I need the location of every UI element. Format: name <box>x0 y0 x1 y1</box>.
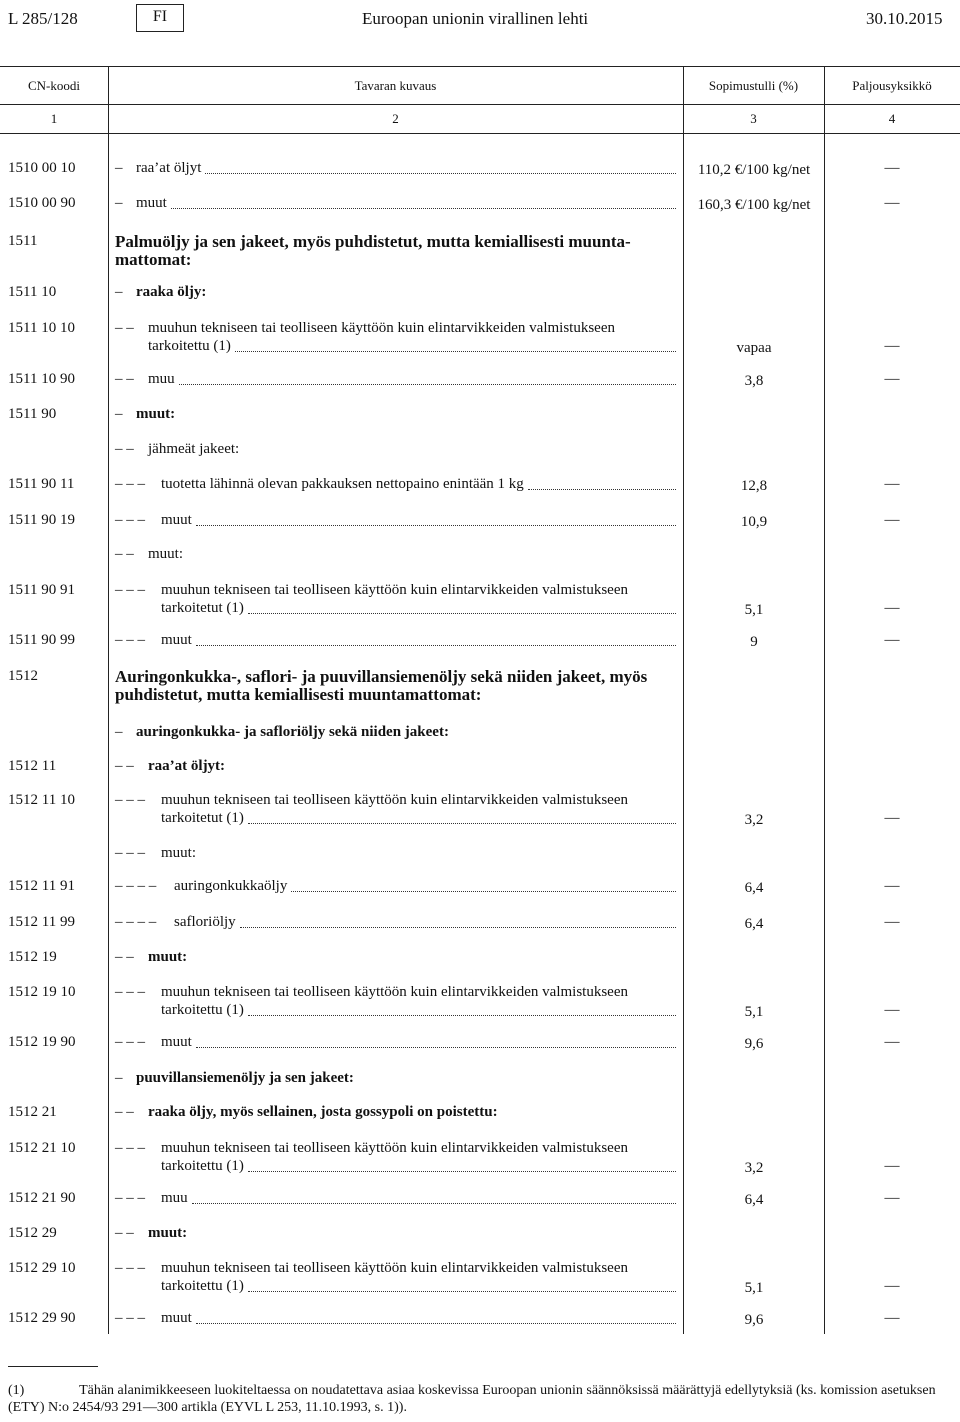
table-header-rule <box>0 104 960 105</box>
cn-code: 1511 90 <box>8 406 57 422</box>
leader-dots <box>240 914 676 928</box>
cn-code: 1511 10 <box>8 284 57 300</box>
indent-dashes: – – <box>115 371 134 387</box>
column-number: 4 <box>888 111 896 126</box>
page-reference: L 285/128 <box>8 9 78 28</box>
indent-dashes: – – <box>115 441 134 457</box>
conventional-duty-rate: 9,6 <box>744 1036 764 1052</box>
cn-code: 1511 90 11 <box>8 476 75 492</box>
cn-code: 1511 90 19 <box>8 512 75 528</box>
cn-code: 1511 10 10 <box>8 320 75 336</box>
description-text: muut <box>161 632 192 648</box>
leader-dots <box>248 1002 676 1016</box>
cn-code: 1512 19 10 <box>8 984 76 1000</box>
supplementary-unit: — <box>884 1310 900 1326</box>
indent-dashes: – – – – <box>115 878 157 894</box>
indent-dashes: – – <box>115 320 134 336</box>
description-text: auringonkukka- ja safloriöljy sekä niiden jakeet: <box>136 724 449 740</box>
description-text-continued: tarkoitettu (1) <box>148 338 231 354</box>
description-text: raa’at öljyt <box>136 160 202 176</box>
supplementary-unit: — <box>884 810 900 826</box>
supplementary-unit: — <box>884 512 900 528</box>
cn-code: 1510 00 10 <box>8 160 76 176</box>
conventional-duty-rate: 3,8 <box>744 373 764 389</box>
description-text: muuhun tekniseen tai teolliseen käyttöön kuin elintarvikkeiden valmistukseen <box>161 1260 628 1276</box>
column-number: 1 <box>50 111 58 126</box>
cn-code: 1512 29 <box>8 1225 57 1241</box>
indent-dashes: – <box>115 195 123 211</box>
leader-dots <box>248 1278 676 1292</box>
indent-dashes: – – – <box>115 984 145 1000</box>
description-text-continued: mattomat: <box>115 250 192 269</box>
description-text-continued: tarkoitetut (1) <box>161 810 244 826</box>
cn-code: 1511 10 90 <box>8 371 75 387</box>
indent-dashes: – – – <box>115 1310 145 1326</box>
column-divider-1 <box>108 66 109 1334</box>
indent-dashes: – – – <box>115 582 145 598</box>
indent-dashes: – – – <box>115 845 145 861</box>
column-divider-2 <box>683 66 684 1334</box>
cn-code: 1511 90 99 <box>8 632 75 648</box>
language-box: FI <box>136 4 184 32</box>
description-text-continued: tarkoitettu (1) <box>161 1278 244 1294</box>
description-text: puuvillansiemenöljy ja sen jakeet: <box>136 1070 354 1086</box>
indent-dashes: – – <box>115 1104 134 1120</box>
indent-dashes: – – <box>115 949 134 965</box>
conventional-duty-rate: 9,6 <box>744 1312 764 1328</box>
description-text: muuhun tekniseen tai teolliseen käyttöön kuin elintarvikkeiden valmistukseen <box>161 984 628 1000</box>
leader-dots <box>235 338 676 352</box>
indent-dashes: – – – <box>115 632 145 648</box>
leader-dots <box>248 1158 676 1172</box>
conventional-duty-rate: 160,3 €/100 kg/net <box>697 197 811 213</box>
cn-code: 1512 21 <box>8 1104 57 1120</box>
description-text: muut: <box>161 845 197 861</box>
supplementary-unit: — <box>884 878 900 894</box>
indent-dashes: – – – <box>115 1260 145 1276</box>
description-text: raaka öljy: <box>136 284 207 300</box>
supplementary-unit: — <box>884 632 900 648</box>
cn-code: 1512 21 90 <box>8 1190 76 1206</box>
column-number: 3 <box>750 111 757 126</box>
indent-dashes: – – – – <box>115 914 157 930</box>
description-text-continued: tarkoitetut (1) <box>161 600 244 616</box>
description-text: safloriöljy <box>174 914 236 930</box>
indent-dashes: – – <box>115 758 134 774</box>
indent-dashes: – <box>115 1070 123 1086</box>
description-text: muuhun tekniseen tai teolliseen käyttöön kuin elintarvikkeiden valmistukseen <box>161 792 628 808</box>
indent-dashes: – – – <box>115 1140 145 1156</box>
supplementary-unit: — <box>884 338 900 354</box>
column-header-description: Tavaran kuvaus <box>354 78 437 93</box>
description-text: auringonkukkaöljy <box>174 878 288 894</box>
leader-dots <box>196 632 676 646</box>
supplementary-unit: — <box>884 195 900 211</box>
description-text: muut: <box>136 406 176 422</box>
leader-dots <box>528 476 676 490</box>
footnote-rule <box>8 1366 98 1367</box>
description-text: tuotetta lähinnä olevan pakkauksen nettopaino enintään 1 kg <box>161 476 524 492</box>
journal-title: Euroopan unionin virallinen lehti <box>362 9 589 28</box>
description-text: muut: <box>148 546 184 562</box>
description-text-continued: puhdistetut, mutta kemiallisesti muuntamattomat: <box>115 685 482 704</box>
indent-dashes: – – – <box>115 476 145 492</box>
conventional-duty-rate: 5,1 <box>744 602 764 618</box>
column-header-unit: Paljousyksikkö <box>852 78 932 93</box>
conventional-duty-rate: 3,2 <box>744 812 764 828</box>
supplementary-unit: — <box>884 160 900 176</box>
indent-dashes: – – – <box>115 1034 145 1050</box>
indent-dashes: – <box>115 160 123 176</box>
indent-dashes: – <box>115 724 123 740</box>
conventional-duty-rate: 3,2 <box>744 1160 764 1176</box>
leader-dots <box>248 810 676 824</box>
supplementary-unit: — <box>884 476 900 492</box>
description-text: muut <box>136 195 167 211</box>
description-text: muuhun tekniseen tai teolliseen käyttöön kuin elintarvikkeiden valmistukseen <box>161 582 628 598</box>
cn-code: 1512 11 99 <box>8 914 75 930</box>
leader-dots <box>192 1190 676 1204</box>
description-text-continued: tarkoitettu (1) <box>161 1002 244 1018</box>
cn-code: 1512 11 <box>8 758 57 774</box>
cn-code: 1512 19 90 <box>8 1034 76 1050</box>
description-text: raa’at öljyt: <box>148 758 226 774</box>
supplementary-unit: — <box>884 1158 900 1174</box>
conventional-duty-rate: 12,8 <box>740 478 768 494</box>
supplementary-unit: — <box>884 1278 900 1294</box>
cn-code: 1511 <box>8 233 38 249</box>
supplementary-unit: — <box>884 914 900 930</box>
leader-dots <box>205 160 676 174</box>
description-text: muut: <box>148 1225 188 1241</box>
column-header-rate: Sopimustulli (%) <box>708 78 799 93</box>
indent-dashes: – – – <box>115 792 145 808</box>
page-header <box>0 0 960 40</box>
indent-dashes: – – – <box>115 512 145 528</box>
supplementary-unit: — <box>884 600 900 616</box>
indent-dashes: – – <box>115 1225 134 1241</box>
description-text: raaka öljy, myös sellainen, josta gossypoli on poistettu: <box>148 1104 498 1120</box>
leader-dots <box>196 512 676 526</box>
column-number: 2 <box>392 111 399 126</box>
indent-dashes: – – <box>115 546 134 562</box>
cn-code: 1511 90 91 <box>8 582 75 598</box>
conventional-duty-rate: 6,4 <box>744 916 764 932</box>
supplementary-unit: — <box>884 1190 900 1206</box>
column-divider-3 <box>824 66 825 1334</box>
cn-code: 1512 19 <box>8 949 57 965</box>
indent-dashes: – <box>115 284 123 300</box>
conventional-duty-rate: 10,9 <box>740 514 768 530</box>
description-text: muuhun tekniseen tai teolliseen käyttöön kuin elintarvikkeiden valmistukseen <box>148 320 615 336</box>
cn-code: 1512 29 90 <box>8 1310 76 1326</box>
cn-code: 1512 <box>8 668 38 684</box>
description-text: muu <box>161 1190 188 1206</box>
cn-code: 1512 11 91 <box>8 878 75 894</box>
leader-dots <box>196 1310 676 1324</box>
conventional-duty-rate: 5,1 <box>744 1004 764 1020</box>
description-text-continued: tarkoitettu (1) <box>161 1158 244 1174</box>
supplementary-unit: — <box>884 1002 900 1018</box>
conventional-duty-rate: vapaa <box>736 340 772 356</box>
leader-dots <box>196 1034 676 1048</box>
leader-dots <box>291 878 676 892</box>
footnote <box>8 1382 952 1416</box>
conventional-duty-rate: 5,1 <box>744 1280 764 1296</box>
conventional-duty-rate: 9 <box>750 634 758 650</box>
conventional-duty-rate: 6,4 <box>744 1192 764 1208</box>
description-text: muut <box>161 1310 192 1326</box>
publication-date: 30.10.2015 <box>866 9 943 28</box>
leader-dots <box>171 195 676 209</box>
description-text: muu <box>148 371 175 387</box>
footnote-text: Tähän alanimikkeeseen luokiteltaessa on noudatettava asiaa koskevissa Euroopan unionin säännöksissä määrättyjä edellytyksiä (ks. komission asetuksen (ETY) N:o 2454/93 291—300 artikla (EYVL L 253, 11.10.1993, s. 1)). <box>8 1383 936 1415</box>
leader-dots <box>248 600 676 614</box>
conventional-duty-rate: 110,2 €/100 kg/net <box>697 162 811 178</box>
footnote-marker: (1) <box>8 1383 25 1398</box>
description-text: Auringonkukka-, saflori- ja puuvillansiemenöljy sekä niiden jakeet, myös <box>115 667 648 686</box>
description-text: jähmeät jakeet: <box>148 441 240 457</box>
cn-code: 1510 00 90 <box>8 195 76 211</box>
supplementary-unit: — <box>884 1034 900 1050</box>
cn-code: 1512 11 10 <box>8 792 75 808</box>
cn-code: 1512 29 10 <box>8 1260 76 1276</box>
description-text: muuhun tekniseen tai teolliseen käyttöön kuin elintarvikkeiden valmistukseen <box>161 1140 628 1156</box>
indent-dashes: – – – <box>115 1190 145 1206</box>
description-text: Palmuöljy ja sen jakeet, myös puhdistetut, mutta kemiallisesti muunta- <box>115 232 631 251</box>
column-header-cn: CN-koodi <box>28 78 80 93</box>
description-text: muut: <box>148 949 188 965</box>
table-top-rule <box>0 66 960 67</box>
description-text: muut <box>161 1034 192 1050</box>
indent-dashes: – <box>115 406 123 422</box>
conventional-duty-rate: 6,4 <box>744 880 764 896</box>
table-number-rule <box>0 133 960 134</box>
description-text: muut <box>161 512 192 528</box>
supplementary-unit: — <box>884 371 900 387</box>
leader-dots <box>179 371 676 385</box>
cn-code: 1512 21 10 <box>8 1140 76 1156</box>
